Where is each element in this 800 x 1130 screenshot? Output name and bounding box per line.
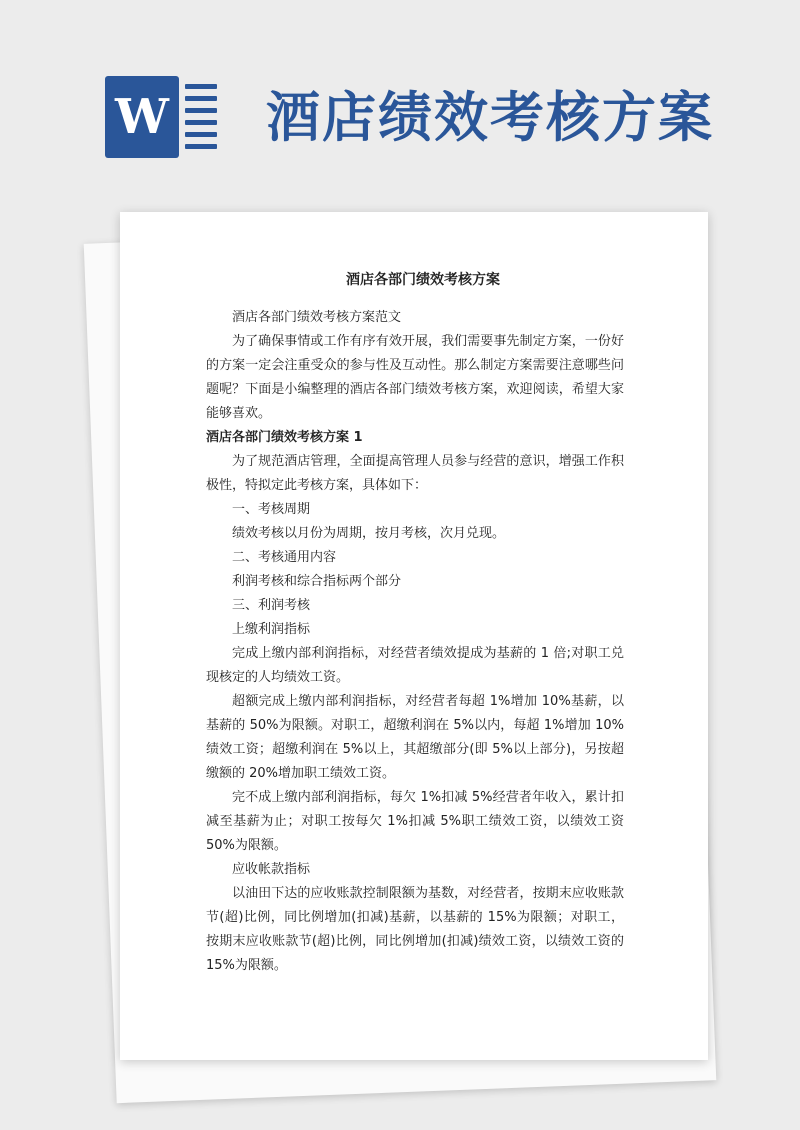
document-title: 酒店各部门绩效考核方案 bbox=[346, 272, 500, 288]
paragraph: 超额完成上缴内部利润指标，对经营者每超 1%增加 10%基薪，以基薪的 50%为限额。对职工，超缴利润在 5%以内，每超 1%增加 10%绩效工资；超缴利润在 5%以上，其超缴部分(即 5%以上部分)，另按超缴额的 20%增加职工绩效工资。 bbox=[206, 694, 624, 781]
paragraph: 完成上缴内部利润指标，对经营者绩效提成为基薪的 1 倍;对职工兑现核定的人均绩效工资。 bbox=[206, 646, 624, 685]
paragraph: 以油田下达的应收账款控制限额为基数，对经营者，按期末应收账款节(超)比例，同比例增加(扣减)基薪，以基薪的 15%为限额；对职工， 按期末应收账款节(超)比例，同比例增加(扣减)绩效工资，以绩效工资的 15%为限额。 bbox=[206, 886, 624, 973]
paragraph: 应收帐款指标 bbox=[232, 862, 311, 877]
document-paragraphs bbox=[206, 306, 624, 978]
paragraph: 三、利润考核 bbox=[232, 598, 311, 613]
paragraph: 利润考核和综合指标两个部分 bbox=[232, 574, 402, 589]
word-logo-lines bbox=[185, 84, 217, 150]
paragraph: 绩效考核以月份为周期，按月考核，次月兑现。 bbox=[232, 526, 506, 541]
paragraph: 完不成上缴内部利润指标，每欠 1%扣减 5%经营者年收入，累计扣减至基薪为止；对职工按每欠 1%扣减 5%职工绩效工资，以绩效工资 50%为限额。 bbox=[206, 790, 624, 853]
section-heading: 酒店各部门绩效考核方案 1 bbox=[206, 430, 363, 445]
page-header bbox=[0, 0, 800, 200]
word-logo-icon bbox=[105, 76, 217, 158]
paragraph: 为了规范酒店管理，全面提高管理人员参与经营的意识，增强工作积极性，特拟定此考核方案，具体如下： bbox=[206, 454, 624, 493]
paragraph: 上缴利润指标 bbox=[232, 622, 311, 637]
word-logo-letter: W bbox=[115, 89, 169, 145]
document-body bbox=[206, 268, 624, 978]
paragraph: 一、考核周期 bbox=[232, 502, 311, 517]
paragraph: 二、考核通用内容 bbox=[232, 550, 337, 565]
paragraph: 为了确保事情或工作有序有效开展，我们需要事先制定方案，一份好的方案一定会注重受众的参与性及互动性。那么制定方案需要注意哪些问题呢？下面是小编整理的酒店各部门绩效考核方案，欢迎阅读，希望大家能够喜欢。 bbox=[206, 334, 624, 421]
paragraph: 酒店各部门绩效考核方案范文 bbox=[232, 310, 402, 325]
page-title: 酒店绩效考核方案 bbox=[266, 86, 714, 149]
